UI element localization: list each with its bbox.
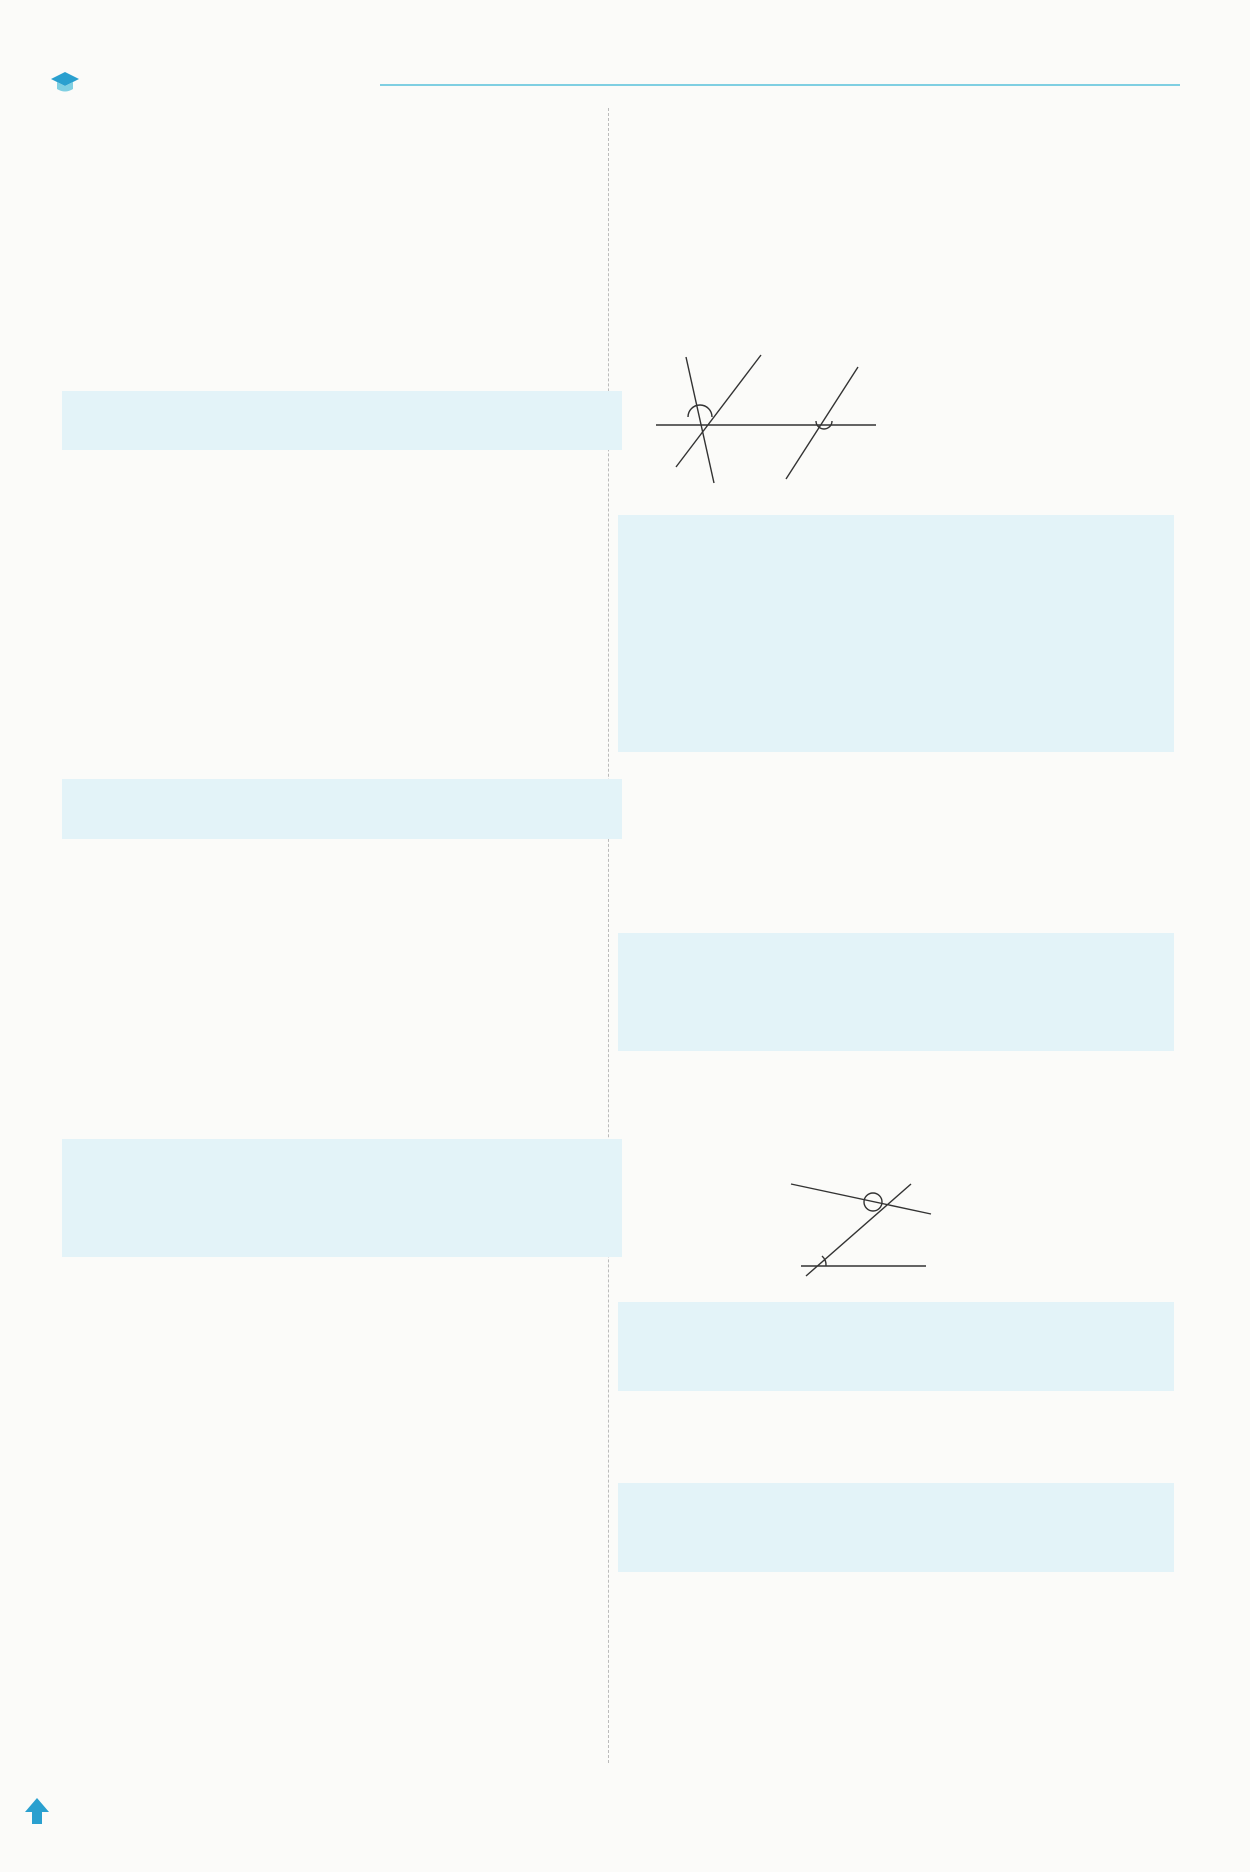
arrow-up-icon [24, 1796, 50, 1826]
angle-diagram [626, 345, 1174, 487]
header-rule [380, 84, 1180, 86]
handwritten-note [70, 989, 622, 1019]
question-12 [626, 872, 1174, 931]
figure-q10 [626, 345, 1174, 513]
question-4 [70, 541, 622, 630]
question-5 [70, 630, 622, 778]
question-7 [70, 900, 622, 1018]
question-9 [626, 108, 1174, 138]
question-3 [70, 482, 622, 541]
graduation-cap-icon [50, 68, 80, 96]
page-header [50, 68, 1180, 98]
tip-box-reflection-3 [618, 1483, 1174, 1572]
question-13 [626, 1053, 1174, 1171]
right-column [626, 108, 1174, 1693]
question-1 [70, 152, 622, 389]
left-column [70, 108, 622, 1259]
question-11 [626, 754, 1174, 872]
tip-box-explain [618, 515, 1174, 752]
question-6 [70, 841, 622, 900]
question-2 [70, 452, 622, 482]
question-10 [626, 138, 1174, 345]
tip-box-method-2 [618, 933, 1174, 1051]
tip-box-explain-2 [618, 1302, 1174, 1391]
question-15 [626, 1574, 1174, 1692]
page-number [24, 1792, 84, 1832]
section-heading [70, 108, 622, 152]
transversal-diagram [626, 1172, 1174, 1280]
tip-box-reflection-2 [62, 1139, 622, 1257]
question-14 [626, 1393, 1174, 1482]
tip-box-reflection [62, 779, 622, 838]
figure-q13 [626, 1172, 1174, 1300]
question-8 [70, 1018, 622, 1136]
tip-box-method [62, 391, 622, 450]
